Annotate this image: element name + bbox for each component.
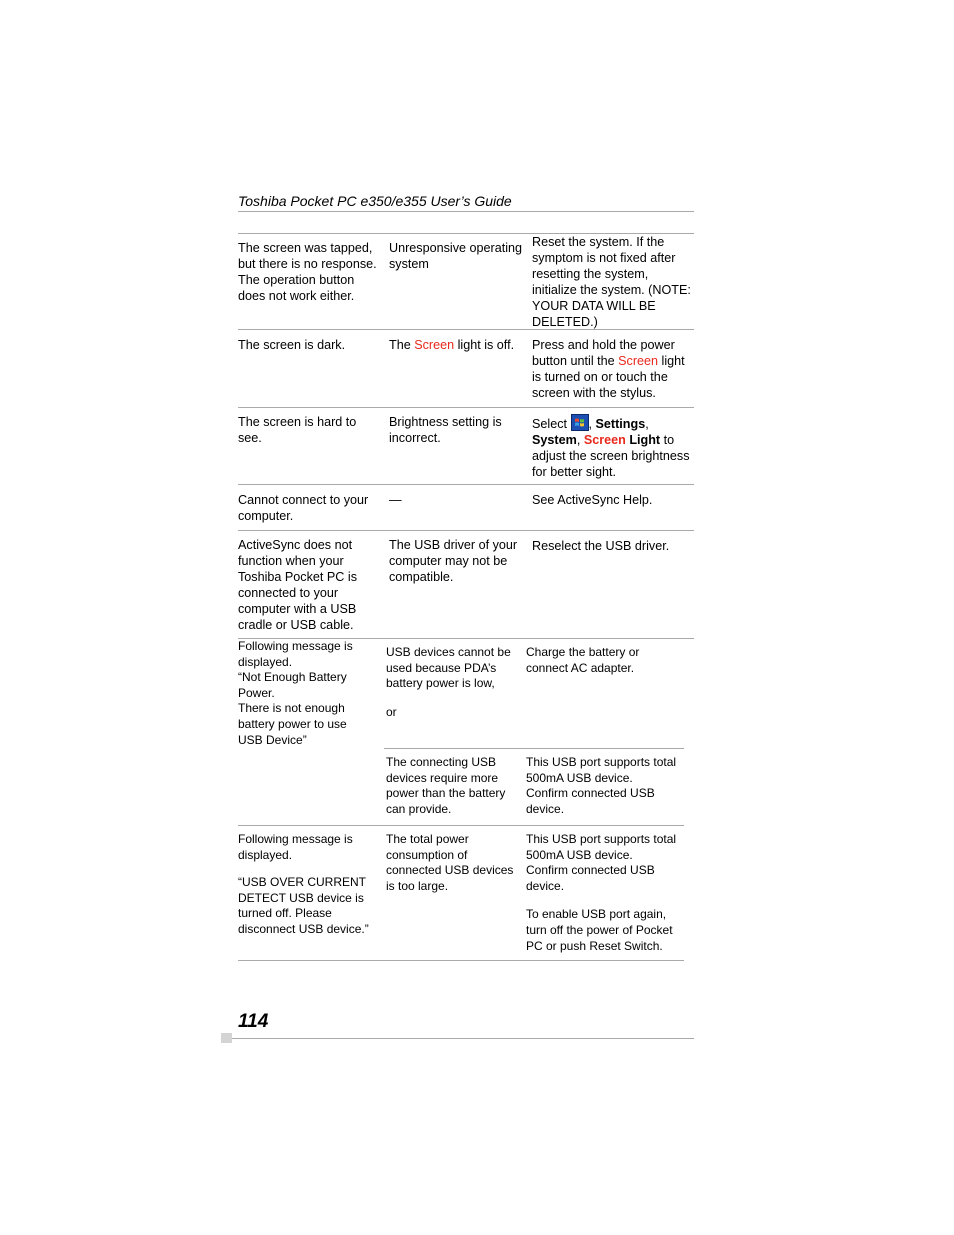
row-divider: [238, 530, 694, 531]
table-cell-solution: See ActiveSync Help.: [532, 493, 653, 507]
table-cell-problem: The screen is dark.: [238, 338, 346, 352]
row-divider: [238, 484, 694, 485]
sub-row-divider: [384, 748, 684, 749]
table-cell-cause: —: [389, 493, 402, 507]
windows-start-icon: [571, 414, 589, 431]
table-cell-solution: Reset the system. If the symptom is not fixed after resetting the system, initialize the system. (NOTE: YOUR DATA WILL BE DELETED.): [532, 235, 691, 329]
table-cell-solution: This USB port supports total 500mA USB device. Confirm connected USB device.: [526, 755, 677, 816]
page-number: 114: [238, 1011, 269, 1032]
table-cell-solution: Charge the battery or connect AC adapter.: [526, 645, 640, 675]
table-cell-cause: The connecting USB devices require more power than the battery can provide.: [386, 755, 506, 816]
highlight-screen: Screen: [414, 338, 455, 352]
table-cell-cause: Brightness setting is incorrect.: [389, 415, 502, 445]
header-rule: [238, 211, 694, 212]
page-corner-marker: [221, 1033, 232, 1043]
table-cell-cause: Unresponsive operating system: [389, 241, 523, 271]
table-cell-problem: Following message is displayed. “Not Enough Battery Power. There is not enough battery power to use USB Device”: [238, 639, 353, 747]
table-cell-problem: Cannot connect to your computer.: [238, 493, 369, 523]
table-cell-solution: Press and hold the power button until the Screen light is turned on or touch the screen with the stylus.: [532, 338, 685, 400]
table-bottom-rule: [238, 960, 684, 961]
table-cell-problem: The screen is hard to see.: [238, 415, 357, 445]
table-cell-cause: The total power consumption of connected USB devices is too large.: [386, 832, 514, 893]
highlight-screen: Screen: [583, 433, 626, 447]
table-cell-cause: The USB driver of your computer may not be compatible.: [389, 538, 518, 584]
page-header-title: Toshiba Pocket PC e350/e355 User’s Guide: [238, 193, 512, 209]
table-cell-problem: Following message is displayed. “USB OVER CURRENT DETECT USB device is turned off. Please disconnect USB device.”: [238, 832, 369, 936]
highlight-screen: Screen: [618, 354, 659, 368]
table-cell-problem: The screen was tapped, but there is no response. The operation button does not work either.: [238, 241, 377, 303]
table-cell-problem: ActiveSync does not function when your Toshiba Pocket PC is connected to your computer with a USB cradle or USB cable.: [238, 538, 357, 632]
table-cell-cause: The Screen light is off.: [389, 338, 515, 352]
footer-rule: [232, 1038, 694, 1039]
row-divider: [238, 825, 684, 826]
table-cell-solution: Select , Settings, System, Screen Light to adjust the screen brightness for better sight.: [532, 414, 694, 480]
row-divider: [238, 407, 694, 408]
table-cell-solution: Reselect the USB driver.: [532, 539, 670, 553]
table-cell-solution: This USB port supports total 500mA USB device. Confirm connected USB device. To enable USB port again, turn off the power of Pocket PC or push Reset Switch.: [526, 832, 677, 953]
table-cell-cause: USB devices cannot be used because PDA’s battery power is low, or: [386, 645, 511, 719]
